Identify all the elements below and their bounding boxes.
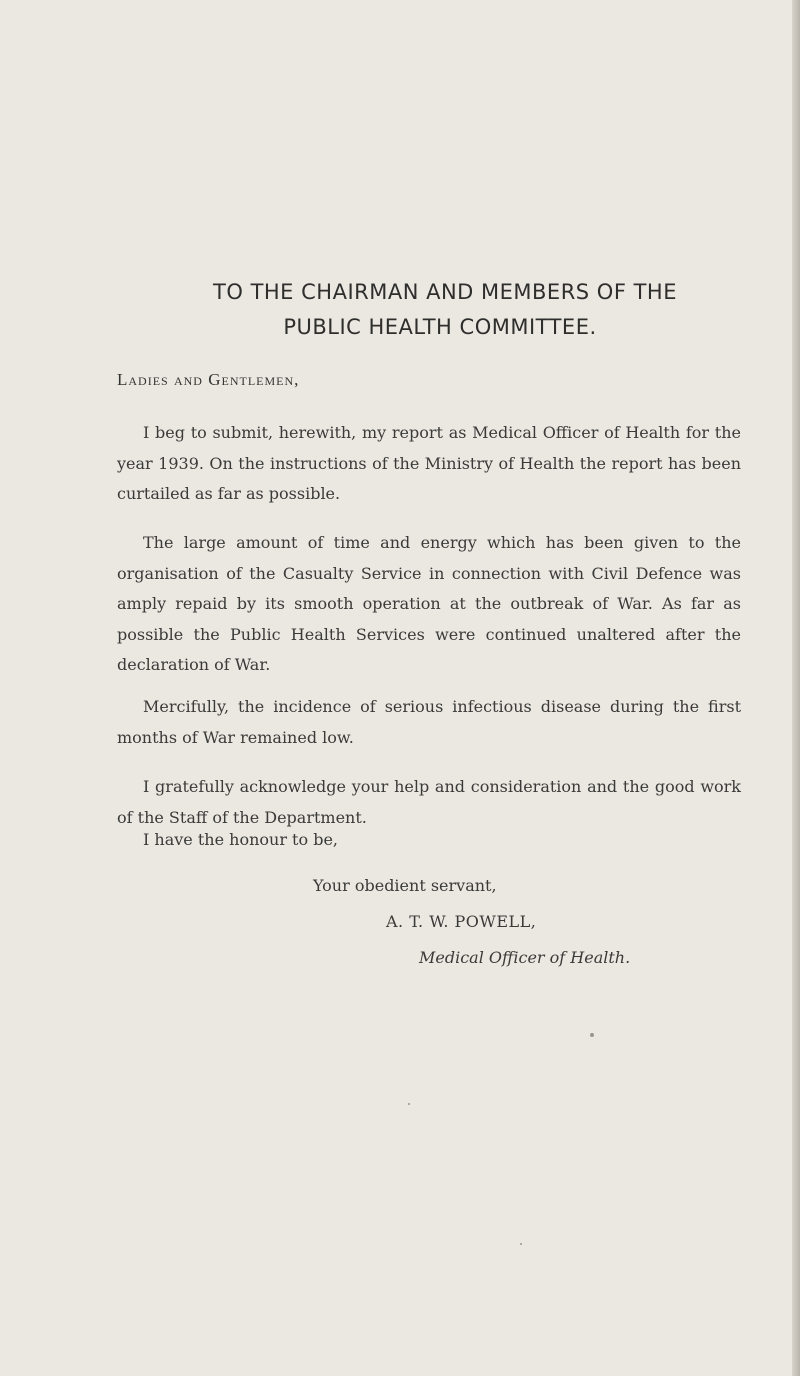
heading-line-1: TO THE CHAIRMAN AND MEMBERS OF THE bbox=[213, 280, 677, 304]
page-edge-shadow bbox=[792, 0, 800, 1376]
paper-speck bbox=[590, 1033, 594, 1037]
signatory-name: A. T. W. POWELL, bbox=[386, 912, 537, 931]
closing-servant-line: Your obedient servant, bbox=[313, 876, 497, 895]
body-paragraph: The large amount of time and energy which has been given to the organisation of the Casualty Service in connection with Civil Defence was amply repaid by its smooth operation at the outbreak of War. As far as possible the Public Health Services were continued unaltered after the declaration of War. bbox=[117, 533, 741, 674]
body-paragraph: Mercifully, the incidence of serious infectious disease during the first months of War remained low. bbox=[117, 697, 741, 747]
salutation: Ladies and Gentlemen, bbox=[117, 370, 300, 389]
signatory-title: Medical Officer of Health. bbox=[419, 948, 631, 967]
body-paragraph: I beg to submit, herewith, my report as Medical Officer of Health for the year 1939. On the instructions of the Ministry of Health the report has been curtailed as far as possible. bbox=[117, 423, 741, 503]
body-paragraph: I gratefully acknowledge your help and consideration and the good work of the Staff of the Department. bbox=[117, 777, 741, 827]
closing-line: I have the honour to be, bbox=[143, 830, 338, 849]
paper-speck bbox=[408, 1103, 410, 1105]
paper-speck bbox=[520, 1243, 522, 1245]
heading-line-2: PUBLIC HEALTH COMMITTEE. bbox=[283, 315, 597, 339]
